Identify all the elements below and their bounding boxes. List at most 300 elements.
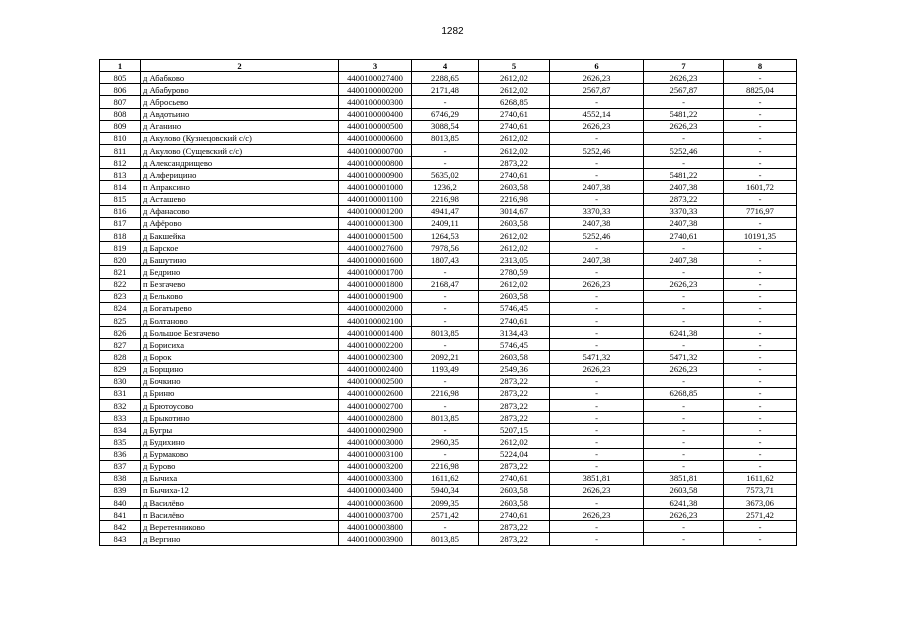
row-number: 812	[100, 157, 141, 169]
column-header-4: 4	[412, 60, 479, 72]
value-col-7: 2407,38	[644, 217, 724, 229]
value-col-5: 3014,67	[479, 205, 550, 217]
settlement-name: д Абабурово	[141, 84, 339, 96]
settlement-name: д Брютоусово	[141, 399, 339, 411]
value-col-6: 4552,14	[550, 108, 644, 120]
value-col-7: 2626,23	[644, 72, 724, 84]
value-col-6: -	[550, 132, 644, 144]
value-col-7: -	[644, 521, 724, 533]
value-col-4: 8013,85	[412, 533, 479, 545]
value-col-7: 5481,22	[644, 169, 724, 181]
value-col-7: 2603,58	[644, 484, 724, 496]
settlement-code: 4400100002200	[339, 339, 412, 351]
value-col-6: -	[550, 448, 644, 460]
table-row	[100, 509, 797, 521]
value-col-8: 1601,72	[724, 181, 797, 193]
value-col-8: -	[724, 387, 797, 399]
value-col-5: 3134,43	[479, 327, 550, 339]
value-col-5: 6268,85	[479, 96, 550, 108]
value-col-8: -	[724, 436, 797, 448]
table-row	[100, 96, 797, 108]
value-col-7: 6241,38	[644, 497, 724, 509]
table-row	[100, 157, 797, 169]
value-col-4: -	[412, 144, 479, 156]
value-col-8: 2571,42	[724, 509, 797, 521]
settlement-code: 4400100001700	[339, 266, 412, 278]
value-col-4: -	[412, 424, 479, 436]
value-col-6: 5471,32	[550, 351, 644, 363]
settlement-name: п Безгачево	[141, 278, 339, 290]
value-col-7: 6241,38	[644, 327, 724, 339]
table-row	[100, 375, 797, 387]
settlement-name: д Бриню	[141, 387, 339, 399]
value-col-8: -	[724, 242, 797, 254]
settlement-name: д Борок	[141, 351, 339, 363]
value-col-5: 2603,58	[479, 351, 550, 363]
table-row	[100, 266, 797, 278]
settlement-name: д Борщино	[141, 363, 339, 375]
settlement-code: 4400100000400	[339, 108, 412, 120]
value-col-4: -	[412, 266, 479, 278]
value-col-6: -	[550, 375, 644, 387]
value-col-5: 2873,22	[479, 387, 550, 399]
value-col-5: 5207,15	[479, 424, 550, 436]
value-col-7: 2567,87	[644, 84, 724, 96]
row-number: 810	[100, 132, 141, 144]
row-number: 833	[100, 412, 141, 424]
value-col-5: 2216,98	[479, 193, 550, 205]
value-col-8: -	[724, 533, 797, 545]
value-col-6: -	[550, 290, 644, 302]
table-row	[100, 472, 797, 484]
value-col-8: -	[724, 339, 797, 351]
value-col-4: 2216,98	[412, 387, 479, 399]
value-col-4: 1193,49	[412, 363, 479, 375]
settlement-code: 4400100003800	[339, 521, 412, 533]
value-col-8: 1611,62	[724, 472, 797, 484]
value-col-7: 2873,22	[644, 193, 724, 205]
value-col-5: 2873,22	[479, 375, 550, 387]
table-row	[100, 72, 797, 84]
value-col-6: -	[550, 327, 644, 339]
value-col-8: -	[724, 193, 797, 205]
settlement-code: 4400100003000	[339, 436, 412, 448]
value-col-8: 10191,35	[724, 229, 797, 241]
settlement-name: д Барское	[141, 242, 339, 254]
settlement-name: д Василёво	[141, 497, 339, 509]
table-row	[100, 302, 797, 314]
value-col-8: -	[724, 351, 797, 363]
table-row	[100, 399, 797, 411]
settlement-code: 4400100001800	[339, 278, 412, 290]
table-row	[100, 254, 797, 266]
settlement-code: 4400100001300	[339, 217, 412, 229]
value-col-4: 7978,56	[412, 242, 479, 254]
value-col-5: 2740,61	[479, 472, 550, 484]
value-col-6: 2626,23	[550, 72, 644, 84]
value-col-5: 2873,22	[479, 399, 550, 411]
row-number: 834	[100, 424, 141, 436]
settlement-name: д Вергино	[141, 533, 339, 545]
table-row	[100, 132, 797, 144]
value-col-6: -	[550, 497, 644, 509]
settlement-name: д Бычиха	[141, 472, 339, 484]
value-col-8: -	[724, 424, 797, 436]
value-col-5: 2873,22	[479, 521, 550, 533]
value-col-8: -	[724, 217, 797, 229]
settlement-name: п Василёво	[141, 509, 339, 521]
settlement-code: 4400100002700	[339, 399, 412, 411]
value-col-5: 2740,61	[479, 120, 550, 132]
value-col-4: -	[412, 521, 479, 533]
settlement-code: 4400100027600	[339, 242, 412, 254]
row-number: 837	[100, 460, 141, 472]
value-col-4: -	[412, 375, 479, 387]
value-col-7: 2626,23	[644, 363, 724, 375]
value-col-6: -	[550, 424, 644, 436]
settlement-name: д Бельково	[141, 290, 339, 302]
settlement-code: 4400100002800	[339, 412, 412, 424]
value-col-5: 2549,36	[479, 363, 550, 375]
value-col-4: -	[412, 302, 479, 314]
value-col-7: -	[644, 533, 724, 545]
value-col-6: -	[550, 339, 644, 351]
settlement-name: д Болтаново	[141, 314, 339, 326]
settlement-code: 4400100003300	[339, 472, 412, 484]
table-row	[100, 84, 797, 96]
value-col-6: -	[550, 387, 644, 399]
value-col-5: 2780,59	[479, 266, 550, 278]
settlement-code: 4400100000900	[339, 169, 412, 181]
settlement-name: д Афанасово	[141, 205, 339, 217]
row-number: 818	[100, 229, 141, 241]
value-col-7: -	[644, 339, 724, 351]
settlement-code: 4400100001400	[339, 327, 412, 339]
value-col-7: 5252,46	[644, 144, 724, 156]
value-col-4: 1264,53	[412, 229, 479, 241]
row-number: 813	[100, 169, 141, 181]
value-col-7: 3851,81	[644, 472, 724, 484]
row-number: 817	[100, 217, 141, 229]
value-col-8: -	[724, 399, 797, 411]
table-row	[100, 144, 797, 156]
value-col-5: 2740,61	[479, 314, 550, 326]
row-number: 825	[100, 314, 141, 326]
settlement-name: д Абросьево	[141, 96, 339, 108]
settlement-code: 4400100000500	[339, 120, 412, 132]
value-col-4: 2216,98	[412, 193, 479, 205]
value-col-6: -	[550, 242, 644, 254]
value-col-7: 2407,38	[644, 181, 724, 193]
value-col-5: 2612,02	[479, 229, 550, 241]
value-col-7: 2740,61	[644, 229, 724, 241]
settlement-name: д Богатырево	[141, 302, 339, 314]
settlement-table	[99, 59, 797, 546]
settlement-name: д Александрищево	[141, 157, 339, 169]
value-col-8: -	[724, 290, 797, 302]
value-col-8: -	[724, 375, 797, 387]
value-col-8: -	[724, 120, 797, 132]
table-row	[100, 460, 797, 472]
settlement-code: 4400100000800	[339, 157, 412, 169]
settlement-name: д Акулово (Сущевский с/с)	[141, 144, 339, 156]
value-col-6: -	[550, 533, 644, 545]
table-row	[100, 497, 797, 509]
value-col-7: 2626,23	[644, 120, 724, 132]
row-number: 822	[100, 278, 141, 290]
value-col-4: 2288,65	[412, 72, 479, 84]
table-row	[100, 448, 797, 460]
settlement-name: п Апраксино	[141, 181, 339, 193]
value-col-6: 5252,46	[550, 144, 644, 156]
settlement-name: д Большое Безгачево	[141, 327, 339, 339]
settlement-name: д Авдотьино	[141, 108, 339, 120]
value-col-4: 8013,85	[412, 412, 479, 424]
value-col-6: -	[550, 314, 644, 326]
value-col-6: 2626,23	[550, 484, 644, 496]
settlement-code: 4400100000200	[339, 84, 412, 96]
settlement-name: д Бурово	[141, 460, 339, 472]
settlement-name: д Афёрово	[141, 217, 339, 229]
table-row	[100, 351, 797, 363]
row-number: 805	[100, 72, 141, 84]
value-col-5: 2612,02	[479, 72, 550, 84]
value-col-6: 2407,38	[550, 181, 644, 193]
value-col-7: -	[644, 242, 724, 254]
value-col-7: 5471,32	[644, 351, 724, 363]
value-col-6: -	[550, 399, 644, 411]
value-col-7: -	[644, 399, 724, 411]
table-row	[100, 290, 797, 302]
value-col-5: 2612,02	[479, 132, 550, 144]
value-col-5: 2603,58	[479, 497, 550, 509]
value-col-6: 2407,38	[550, 254, 644, 266]
settlement-code: 4400100001200	[339, 205, 412, 217]
value-col-4: 8013,85	[412, 327, 479, 339]
value-col-5: 2313,05	[479, 254, 550, 266]
settlement-code: 4400100002900	[339, 424, 412, 436]
value-col-8: -	[724, 278, 797, 290]
settlement-name: д Веретенниково	[141, 521, 339, 533]
settlement-code: 4400100002300	[339, 351, 412, 363]
settlement-code: 4400100000300	[339, 96, 412, 108]
table-row	[100, 521, 797, 533]
settlement-name: д Брыкотино	[141, 412, 339, 424]
value-col-8: -	[724, 96, 797, 108]
value-col-8: -	[724, 144, 797, 156]
settlement-name: д Асташево	[141, 193, 339, 205]
value-col-8: -	[724, 169, 797, 181]
value-col-5: 2603,58	[479, 290, 550, 302]
value-col-6: 2407,38	[550, 217, 644, 229]
value-col-5: 2740,61	[479, 509, 550, 521]
value-col-6: 2626,23	[550, 363, 644, 375]
value-col-5: 2603,58	[479, 484, 550, 496]
value-col-5: 2873,22	[479, 533, 550, 545]
value-col-7: -	[644, 436, 724, 448]
value-col-7: -	[644, 460, 724, 472]
value-col-4: -	[412, 399, 479, 411]
row-number: 839	[100, 484, 141, 496]
header-row	[100, 60, 797, 72]
row-number: 828	[100, 351, 141, 363]
value-col-4: 6746,29	[412, 108, 479, 120]
column-header-1: 1	[100, 60, 141, 72]
table-row	[100, 229, 797, 241]
value-col-6: -	[550, 169, 644, 181]
table-row	[100, 484, 797, 496]
value-col-8: 3673,06	[724, 497, 797, 509]
row-number: 809	[100, 120, 141, 132]
value-col-4: 1236,2	[412, 181, 479, 193]
value-col-5: 2603,58	[479, 217, 550, 229]
value-col-8: 8825,04	[724, 84, 797, 96]
column-header-3: 3	[339, 60, 412, 72]
value-col-6: -	[550, 157, 644, 169]
value-col-6: 3851,81	[550, 472, 644, 484]
value-col-4: -	[412, 96, 479, 108]
settlement-name: д Алферицино	[141, 169, 339, 181]
column-header-8: 8	[724, 60, 797, 72]
settlement-name: д Башутино	[141, 254, 339, 266]
value-col-8: -	[724, 108, 797, 120]
value-col-6: -	[550, 460, 644, 472]
value-col-8: -	[724, 448, 797, 460]
column-header-6: 6	[550, 60, 644, 72]
value-col-7: -	[644, 96, 724, 108]
value-col-7: -	[644, 412, 724, 424]
value-col-4: -	[412, 339, 479, 351]
value-col-7: -	[644, 375, 724, 387]
value-col-5: 2873,22	[479, 157, 550, 169]
value-col-8: -	[724, 157, 797, 169]
table-row	[100, 533, 797, 545]
value-col-8: -	[724, 327, 797, 339]
value-col-6: -	[550, 436, 644, 448]
settlement-code: 4400100001500	[339, 229, 412, 241]
row-number: 824	[100, 302, 141, 314]
row-number: 820	[100, 254, 141, 266]
value-col-5: 2612,02	[479, 144, 550, 156]
value-col-4: 5940,34	[412, 484, 479, 496]
value-col-4: 2168,47	[412, 278, 479, 290]
settlement-code: 4400100000600	[339, 132, 412, 144]
settlement-code: 4400100002100	[339, 314, 412, 326]
value-col-4: 3088,54	[412, 120, 479, 132]
settlement-name: д Бедрино	[141, 266, 339, 278]
value-col-7: 3370,33	[644, 205, 724, 217]
value-col-4: -	[412, 448, 479, 460]
settlement-name: д Бочкино	[141, 375, 339, 387]
settlement-name: д Бакшейка	[141, 229, 339, 241]
value-col-6: 2567,87	[550, 84, 644, 96]
value-col-6: 2626,23	[550, 509, 644, 521]
settlement-name: д Аганино	[141, 120, 339, 132]
row-number: 829	[100, 363, 141, 375]
settlement-code: 4400100003200	[339, 460, 412, 472]
row-number: 808	[100, 108, 141, 120]
table-row	[100, 169, 797, 181]
row-number: 836	[100, 448, 141, 460]
value-col-5: 2612,02	[479, 436, 550, 448]
settlement-code: 4400100003700	[339, 509, 412, 521]
value-col-5: 2740,61	[479, 108, 550, 120]
table-row	[100, 120, 797, 132]
table-row	[100, 363, 797, 375]
value-col-5: 2873,22	[479, 412, 550, 424]
value-col-4: 5635,02	[412, 169, 479, 181]
settlement-code: 4400100001100	[339, 193, 412, 205]
value-col-5: 5746,45	[479, 302, 550, 314]
row-number: 841	[100, 509, 141, 521]
settlement-code: 4400100003900	[339, 533, 412, 545]
settlement-code: 4400100002600	[339, 387, 412, 399]
value-col-6: 5252,46	[550, 229, 644, 241]
row-number: 831	[100, 387, 141, 399]
row-number: 819	[100, 242, 141, 254]
table-row	[100, 205, 797, 217]
value-col-4: 2092,21	[412, 351, 479, 363]
value-col-5: 2612,02	[479, 84, 550, 96]
table-row	[100, 412, 797, 424]
settlement-code: 4400100001900	[339, 290, 412, 302]
value-col-5: 5746,45	[479, 339, 550, 351]
row-number: 823	[100, 290, 141, 302]
settlement-name: д Абабково	[141, 72, 339, 84]
value-col-4: 4941,47	[412, 205, 479, 217]
row-number: 838	[100, 472, 141, 484]
row-number: 830	[100, 375, 141, 387]
settlement-code: 4400100001600	[339, 254, 412, 266]
column-header-2: 2	[141, 60, 339, 72]
settlement-code: 4400100002500	[339, 375, 412, 387]
table-row	[100, 314, 797, 326]
value-col-7: 2626,23	[644, 278, 724, 290]
value-col-8: 7573,71	[724, 484, 797, 496]
settlement-name: д Будихино	[141, 436, 339, 448]
settlement-code: 4400100027400	[339, 72, 412, 84]
value-col-7: 6268,85	[644, 387, 724, 399]
value-col-5: 5224,04	[479, 448, 550, 460]
row-number: 806	[100, 84, 141, 96]
settlement-code: 4400100002000	[339, 302, 412, 314]
value-col-7: 5481,22	[644, 108, 724, 120]
value-col-7: -	[644, 302, 724, 314]
row-number: 826	[100, 327, 141, 339]
value-col-6: -	[550, 266, 644, 278]
value-col-8: -	[724, 266, 797, 278]
value-col-6: -	[550, 302, 644, 314]
settlement-code: 4400100003100	[339, 448, 412, 460]
settlement-name: д Бугры	[141, 424, 339, 436]
table-row	[100, 424, 797, 436]
value-col-4: 2409,11	[412, 217, 479, 229]
row-number: 842	[100, 521, 141, 533]
value-col-4: 8013,85	[412, 132, 479, 144]
value-col-8: -	[724, 72, 797, 84]
value-col-8: -	[724, 412, 797, 424]
row-number: 811	[100, 144, 141, 156]
value-col-4: 1611,62	[412, 472, 479, 484]
column-header-7: 7	[644, 60, 724, 72]
value-col-7: -	[644, 157, 724, 169]
table-row	[100, 339, 797, 351]
settlement-code: 4400100002400	[339, 363, 412, 375]
value-col-4: -	[412, 290, 479, 302]
row-number: 840	[100, 497, 141, 509]
row-number: 816	[100, 205, 141, 217]
row-number: 843	[100, 533, 141, 545]
